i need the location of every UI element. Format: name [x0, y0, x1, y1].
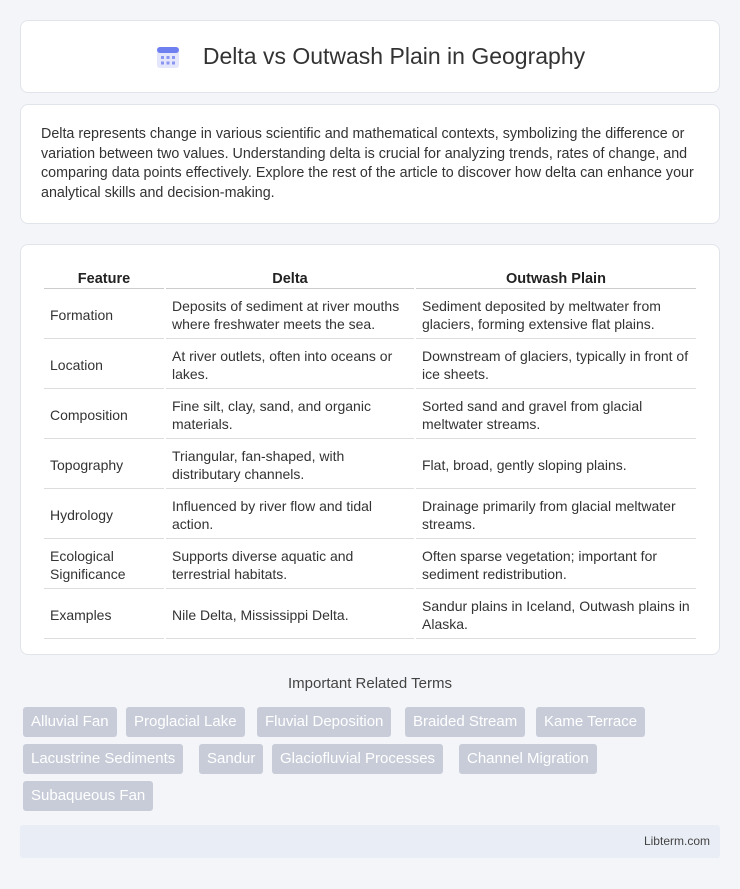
outwash-cell: Sorted sand and gravel from glacial meltwater streams. [416, 391, 696, 439]
delta-cell: Fine silt, clay, sand, and organic materials. [166, 391, 414, 439]
page-title: Delta vs Outwash Plain in Geography [202, 43, 586, 69]
delta-cell: Nile Delta, Mississippi Delta. [166, 591, 414, 639]
outwash-cell: Sandur plains in Iceland, Outwash plains in Alaska. [416, 591, 696, 639]
delta-cell: Triangular, fan-shaped, with distributary channels. [166, 441, 414, 489]
intro-card [20, 104, 720, 224]
feature-cell: Location [44, 341, 164, 389]
table-row [44, 591, 696, 639]
footer-site-link[interactable]: Libterm.com [643, 834, 710, 848]
table-row [44, 441, 696, 489]
outwash-cell: Drainage primarily from glacial meltwater streams. [416, 491, 696, 539]
tag-alluvial-fan[interactable]: Alluvial Fan [23, 707, 117, 737]
table-row [44, 341, 696, 389]
feature-cell: Topography [44, 441, 164, 489]
feature-cell: Hydrology [44, 491, 164, 539]
column-header-outwash-plain: Outwash Plain [416, 267, 696, 289]
column-header-delta: Delta [166, 267, 414, 289]
table-row [44, 541, 696, 589]
tag-subaqueous-fan[interactable]: Subaqueous Fan [23, 781, 153, 811]
intro-text: Delta represents change in various scientific and mathematical contexts, symbolizing the difference or variation between two values. Understanding delta is crucial for analyzing trends, rates of change, and comparing data points effectively. Explore the rest of the article to discover how delta can enhance your analytical skills and decision-making. [41, 126, 694, 201]
table-header-row [44, 267, 696, 289]
footer [20, 825, 720, 858]
outwash-cell: Sediment deposited by meltwater from glaciers, forming extensive flat plains. [416, 291, 696, 339]
calendar-grid-icon [155, 44, 181, 70]
comparison-table [42, 265, 698, 641]
title-card [20, 20, 720, 93]
related-terms-heading: Important Related Terms [288, 675, 452, 692]
tag-braided-stream[interactable]: Braided Stream [405, 707, 525, 737]
tag-lacustrine-sediments[interactable]: Lacustrine Sediments [23, 744, 183, 774]
delta-cell: At river outlets, often into oceans or lakes. [166, 341, 414, 389]
tag-fluvial-deposition[interactable]: Fluvial Deposition [257, 707, 391, 737]
delta-cell: Influenced by river flow and tidal action. [166, 491, 414, 539]
comparison-table-card [20, 244, 720, 655]
outwash-cell: Flat, broad, gently sloping plains. [416, 441, 696, 489]
feature-cell: Examples [44, 591, 164, 639]
feature-cell: Formation [44, 291, 164, 339]
tag-sandur[interactable]: Sandur [199, 744, 263, 774]
tag-proglacial-lake[interactable]: Proglacial Lake [126, 707, 245, 737]
delta-cell: Supports diverse aquatic and terrestrial habitats. [166, 541, 414, 589]
tag-kame-terrace[interactable]: Kame Terrace [536, 707, 645, 737]
table-row [44, 491, 696, 539]
feature-cell: Ecological Significance [44, 541, 164, 589]
table-row [44, 391, 696, 439]
outwash-cell: Often sparse vegetation; important for sediment redistribution. [416, 541, 696, 589]
column-header-feature: Feature [44, 267, 164, 289]
tag-channel-migration[interactable]: Channel Migration [459, 744, 597, 774]
tag-glaciofluvial-processes[interactable]: Glaciofluvial Processes [272, 744, 443, 774]
feature-cell: Composition [44, 391, 164, 439]
delta-cell: Deposits of sediment at river mouths where freshwater meets the sea. [166, 291, 414, 339]
table-row [44, 291, 696, 339]
outwash-cell: Downstream of glaciers, typically in front of ice sheets. [416, 341, 696, 389]
